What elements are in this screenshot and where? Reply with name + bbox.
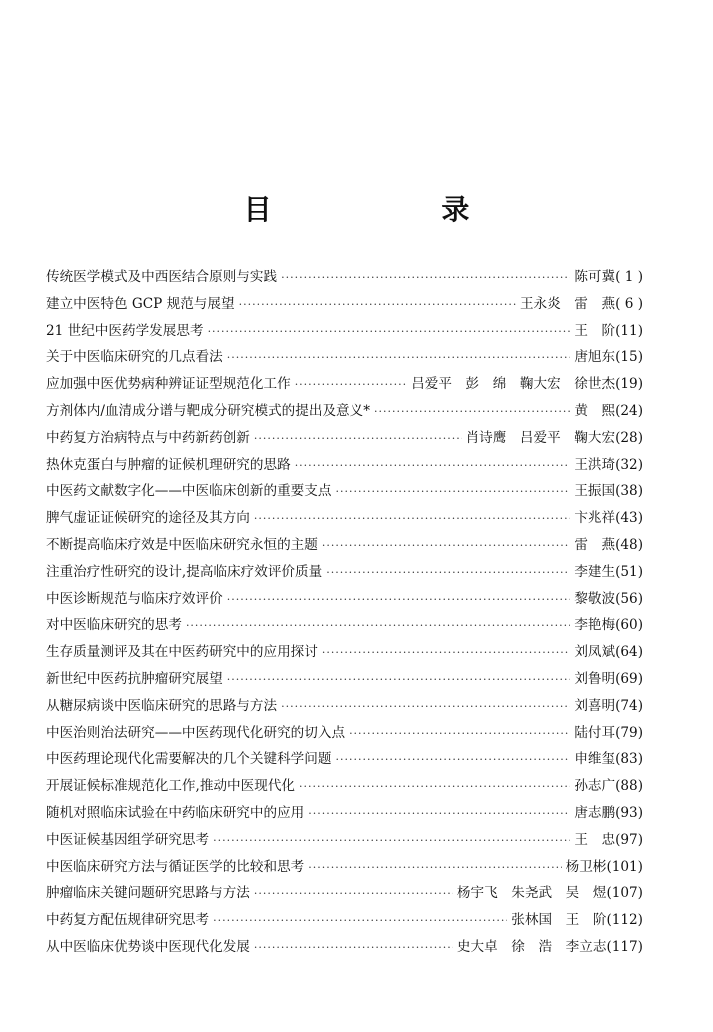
toc-entry-authors: 杨卫彬 xyxy=(565,858,607,875)
toc-entry-title: 开展证候标准规范化工作,推动中医现代化 xyxy=(46,778,296,795)
toc-dot-leader xyxy=(281,265,570,292)
toc-entry-title: 方剂体内/血清成分谱与靶成分研究模式的提出及意义* xyxy=(46,402,371,419)
toc-entry-page: (107) xyxy=(606,885,643,902)
toc-entry xyxy=(46,478,643,505)
toc-entry-authors: 王 忠 xyxy=(574,831,616,848)
toc-entry xyxy=(46,800,643,827)
toc-entry-authors: 杨宇飞 朱尧武 吴 煜 xyxy=(456,885,607,902)
toc-entry-authors: 唐志鹏 xyxy=(574,804,616,821)
toc-dot-leader xyxy=(308,855,561,882)
toc-entry xyxy=(46,505,643,532)
toc-entry-title: 中药复方配伍规律研究思考 xyxy=(46,912,210,929)
toc-dot-leader xyxy=(213,828,570,855)
toc-entry xyxy=(46,559,643,586)
toc-entry xyxy=(46,398,643,425)
toc-dot-leader xyxy=(374,399,570,426)
toc-entry-title: 新世纪中医药抗肿瘤研究展望 xyxy=(46,670,223,687)
toc-entry-page: (43) xyxy=(615,510,643,527)
toc-entry xyxy=(46,291,643,318)
toc-entry-page: ( 6 ) xyxy=(615,295,643,312)
toc-entry xyxy=(46,693,643,720)
toc-dot-leader xyxy=(349,721,570,748)
toc-dot-leader xyxy=(322,640,570,667)
toc-entry xyxy=(46,934,643,961)
toc-entry-page: (48) xyxy=(615,536,643,553)
toc-entry-authors: 李建生 xyxy=(574,563,616,580)
toc-entry-authors: 黎敬波 xyxy=(574,590,616,607)
toc-dot-leader xyxy=(227,345,571,372)
toc-entry-title: 应加强中医优势病种辨证证型规范化工作 xyxy=(46,376,291,393)
toc-entry-page: (38) xyxy=(615,483,643,500)
toc-entry xyxy=(46,586,643,613)
toc-entry-title: 注重治疗性研究的设计,提高临床疗效评价质量 xyxy=(46,563,323,580)
toc-entry-page: (56) xyxy=(615,590,643,607)
toc-entry xyxy=(46,854,643,881)
toc-entry-title: 从中医临床优势谈中医现代化发展 xyxy=(46,938,250,955)
toc-entry-page: (60) xyxy=(615,617,643,634)
toc-entry-page: (24) xyxy=(615,402,643,419)
toc-entry-page: (88) xyxy=(615,778,643,795)
toc-entry xyxy=(46,612,643,639)
toc-entry-title: 中医治则治法研究——中医药现代化研究的切入点 xyxy=(46,724,346,741)
toc-entry xyxy=(46,425,643,452)
toc-entry-page: ( 1 ) xyxy=(615,269,643,285)
toc-entry-title: 不断提高临床疗效是中医临床研究永恒的主题 xyxy=(46,536,318,553)
toc-entry-title: 肿瘤临床关键问题研究思路与方法 xyxy=(46,885,250,902)
toc-entry-title: 中医证候基因组学研究思考 xyxy=(46,831,210,848)
toc-entry-page: (112) xyxy=(606,912,643,929)
toc-entry-title: 关于中医临床研究的几点看法 xyxy=(46,349,223,366)
toc-entry-page: (117) xyxy=(606,938,643,955)
toc-entry xyxy=(46,827,643,854)
toc-dot-leader xyxy=(322,533,570,560)
toc-entry-title: 建立中医特色 GCP 规范与展望 xyxy=(46,295,235,312)
toc-entry-title: 生存质量测评及其在中医药研究中的应用探讨 xyxy=(46,644,318,661)
toc-entry-authors: 孙志广 xyxy=(574,778,616,795)
toc-entry-title: 对中医临床研究的思考 xyxy=(46,617,182,634)
toc-entry-authors: 张林国 王 阶 xyxy=(511,912,607,929)
toc-entry-title: 从糖尿病谈中医临床研究的思路与方法 xyxy=(46,697,278,714)
toc-entry-authors: 刘凤斌 xyxy=(574,644,616,661)
toc-entry xyxy=(46,880,643,907)
toc-dot-leader xyxy=(239,292,516,319)
toc-dot-leader xyxy=(254,506,570,533)
toc-entry-authors: 王永炎 雷 燕 xyxy=(519,295,616,312)
toc-dot-leader xyxy=(295,453,571,480)
toc-dot-leader xyxy=(281,694,570,721)
toc-entry-page: (64) xyxy=(615,644,643,661)
toc-entry-authors: 吕爱平 彭 绵 鞠大宏 徐世杰 xyxy=(411,376,616,393)
toc-entry-page: (93) xyxy=(615,804,643,821)
toc-entry-page: (11) xyxy=(615,322,643,339)
toc-entry-authors: 唐旭东 xyxy=(574,349,616,366)
toc-dot-leader xyxy=(254,426,462,453)
toc-entry-title: 中医临床研究方法与循证医学的比较和思考 xyxy=(46,858,305,875)
toc-entry-page: (101) xyxy=(606,858,643,875)
toc-entry-authors: 刘喜明 xyxy=(574,697,616,714)
toc-entry-authors: 王振国 xyxy=(574,483,616,500)
toc-entry-page: (97) xyxy=(615,831,643,848)
toc-entry-page: (19) xyxy=(615,376,643,393)
toc-entry xyxy=(46,907,643,934)
toc-dot-leader xyxy=(335,747,570,774)
toc-entry-page: (32) xyxy=(615,456,643,473)
toc-dot-leader xyxy=(227,667,571,694)
toc-entry-title: 脾气虚证证候研究的途径及其方向 xyxy=(46,510,250,527)
toc-entry-page: (51) xyxy=(615,563,643,580)
toc-entry-title: 中医药理论现代化需要解决的几个关键科学问题 xyxy=(46,751,332,768)
toc-entry-page: (15) xyxy=(615,349,643,366)
toc-entry-title: 传统医学模式及中西医结合原则与实践 xyxy=(46,269,278,285)
toc-entry-authors: 王洪琦 xyxy=(574,456,616,473)
toc-dot-leader xyxy=(186,613,570,640)
toc-dot-leader xyxy=(254,935,453,962)
toc-entry-title: 21 世纪中医药学发展思考 xyxy=(46,322,204,339)
toc-dot-leader xyxy=(213,908,507,935)
toc-entry xyxy=(46,773,643,800)
toc-entry-authors: 黄 熙 xyxy=(574,402,616,419)
toc-entry xyxy=(46,452,643,479)
toc-entry xyxy=(46,720,643,747)
toc-entry xyxy=(46,371,643,398)
toc-entry xyxy=(46,344,643,371)
toc-entry-title: 中药复方治病特点与中药新药创新 xyxy=(46,429,250,446)
toc-entry-page: (83) xyxy=(615,751,643,768)
toc-entry-authors: 申维玺 xyxy=(574,751,616,768)
toc-entry-authors: 陆付耳 xyxy=(574,724,616,741)
toc-entry-page: (28) xyxy=(615,429,643,446)
toc-dot-leader xyxy=(326,560,570,587)
page-title: 目 录 xyxy=(243,193,550,226)
toc-entry-page: (69) xyxy=(615,670,643,687)
toc-entry-title: 中医诊断规范与临床疗效评价 xyxy=(46,590,223,607)
toc-entry xyxy=(46,666,643,693)
toc-entry-authors: 雷 燕 xyxy=(574,536,616,553)
toc-entry xyxy=(46,532,643,559)
toc-entry-title: 热休克蛋白与肿瘤的证候机理研究的思路 xyxy=(46,456,291,473)
toc-entry-authors: 李艳梅 xyxy=(574,617,616,634)
toc-entry-authors: 陈可冀 xyxy=(574,269,616,285)
toc-entry-authors: 史大卓 徐 浩 李立志 xyxy=(456,938,607,955)
toc-entry-authors: 王 阶 xyxy=(574,322,616,339)
toc-dot-leader xyxy=(295,372,408,399)
toc-dot-leader xyxy=(335,479,570,506)
toc-entry-page: (79) xyxy=(615,724,643,741)
toc-entry xyxy=(46,639,643,666)
table-of-contents xyxy=(46,264,643,961)
toc-dot-leader xyxy=(254,881,453,908)
toc-entry xyxy=(46,746,643,773)
toc-entry xyxy=(46,264,643,291)
toc-entry-authors: 刘鲁明 xyxy=(574,670,616,687)
toc-entry-title: 随机对照临床试验在中药临床研究中的应用 xyxy=(46,804,305,821)
toc-entry-title: 中医药文献数字化——中医临床创新的重要支点 xyxy=(46,483,332,500)
toc-entry-page: (74) xyxy=(615,697,643,714)
toc-dot-leader xyxy=(227,587,571,614)
toc-entry-authors: 肖诗鹰 吕爱平 鞠大宏 xyxy=(465,429,616,446)
toc-dot-leader xyxy=(208,319,571,346)
toc-dot-leader xyxy=(308,801,570,828)
toc-entry-authors: 卞兆祥 xyxy=(574,510,616,527)
toc-entry xyxy=(46,318,643,345)
toc-dot-leader xyxy=(299,774,570,801)
